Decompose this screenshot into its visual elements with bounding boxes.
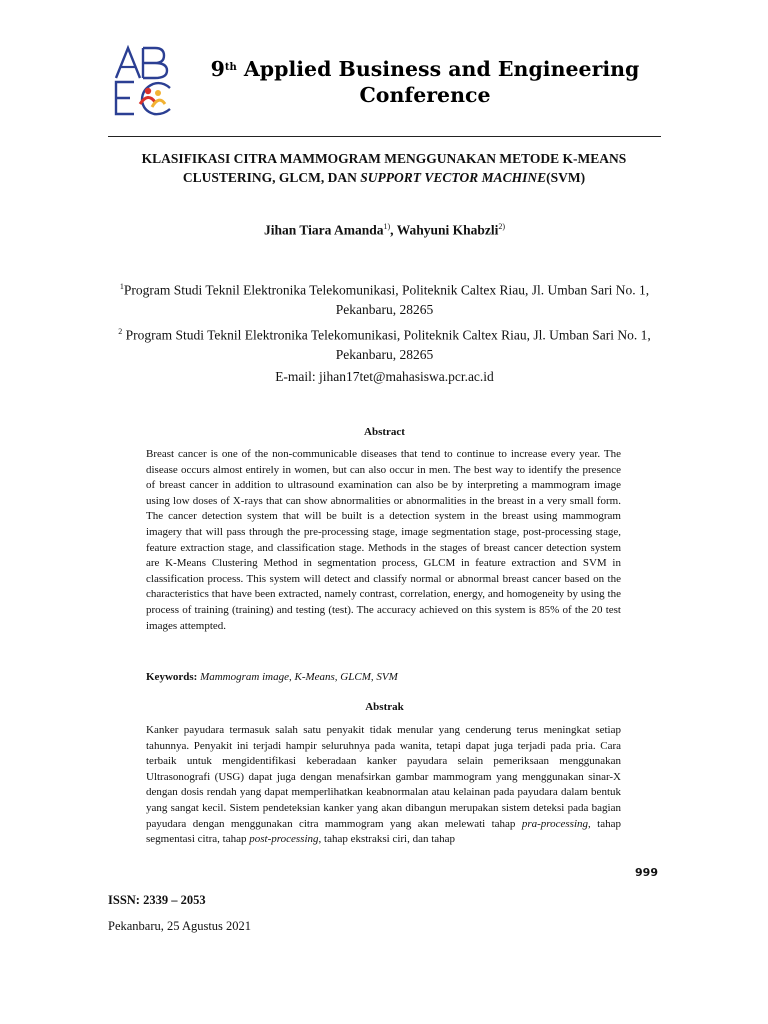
contact-email: E-mail: jihan17tet@mahasiswa.pcr.ac.id — [275, 369, 494, 384]
abstrak-text-1: Kanker payudara termasuk salah satu penyakit tidak menular yang cenderung terus meningkat setiap tahunnya. Penyakit ini terjadi hampir seluruhnya pada wanita, tetapi dapat juga terjadi pada pria. Cara terbaik untuk mengidentifikasi keberadaan kanker payudara selain pemeriksaan menggunakan Ultrasonografi (USG) dapat juga dengan menafsirkan gambar mammogram yang menggunakan sinar-X dengan dosis rendah yang dapat memperlihatkan keabnormalan atau kelainan pada payudara dalam bentuk yang sangat kecil. Sistem pendeteksian kanker yang akan dibangun merupakan sistem deteksi pada bagian payudara dengan menggunakan citra mammogram yang akan melewati tahap — [146, 724, 621, 830]
author-name-2: Wahyuni Khabzli — [396, 222, 499, 238]
conference-name-line1: Applied Business and Engineering — [243, 57, 640, 81]
keywords-label: Keywords: — [146, 671, 198, 683]
abstrak-heading: Abstrak — [365, 701, 404, 713]
conference-title-line1 — [200, 55, 650, 82]
author-name-1: Jihan Tiara Amanda — [263, 222, 384, 238]
page-number: 999 — [635, 866, 658, 879]
affiliation-2 — [112, 322, 657, 364]
header-divider — [108, 136, 661, 137]
conference-ordinal-suffix: th — [224, 62, 237, 73]
author-separator: , — [390, 222, 397, 238]
author-mark-2: 2) — [498, 222, 506, 231]
abstrak-italic-1: pra-processing — [521, 817, 589, 830]
conference-title — [200, 55, 650, 108]
abstract-body: Breast cancer is one of the non-communicable diseases that tend to continue to increase every year. The disease occurs almost entirely in women, but can also occur in men. The best way to identify the presence of breast cancer in addition to ultrasound examination can also be by interpreting a mammogram image using low doses of X-rays that can show abnormalities or abnormalities in the breast in a very small form. The cancer detection system that will be built is a detection system in the breast using mammogram imagery that will pass through the pre-processing stage, image segmentation stage, post-processing stage, feature extraction stage, and classification stage. Methods in the stages of breast cancer detection system are K-Means Clustering Method in segmentation process, GLCM in feature extraction and SVM in classification process. This system will detect and classify normal or abnormal breast cancer based on the characteristics that have been extracted, namely contrast, correlation, energy, and homogeneity by using the process of training (training) and testing (test). The accuracy achieved on this system is 85% of the 20 test images attempted. — [146, 448, 621, 632]
author-mark-1: 1) — [383, 222, 391, 231]
abstrak-text-3: , tahap ekstraksi ciri, dan tahap — [318, 833, 456, 846]
abstrak-body — [146, 723, 621, 848]
affiliation-1-text: Program Studi Teknil Elektronika Telekomunikasi, Politeknik Caltex Riau, Jl. Umban Sari No. 1, Pekanbaru, 28265 — [123, 282, 650, 317]
author-list — [108, 222, 661, 239]
paper-title — [120, 149, 648, 187]
abstrak-text-2: , tahap segmentasi citra, tahap — [146, 817, 621, 846]
conference-ordinal: 9 — [210, 57, 225, 81]
issn: ISSN: 2339 – 2053 — [108, 893, 206, 907]
affiliation-2-mark: 2 — [118, 327, 123, 336]
abec-logo-graphic — [110, 44, 174, 116]
affiliation-1-mark: 1 — [119, 282, 124, 291]
conference-name-line2: Conference — [359, 83, 491, 107]
paper-title-suffix: (SVM) — [546, 170, 586, 185]
abstract-heading: Abstract — [364, 426, 405, 438]
abstrak-italic-2: post-processing — [249, 833, 319, 846]
conference-logo — [110, 44, 174, 116]
paper-title-main: KLASIFIKASI CITRA MAMMOGRAM MENGGUNAKAN METODE K-MEANS CLUSTERING, GLCM, DAN — [141, 151, 627, 185]
affiliation-2-text: Program Studi Teknil Elektronika Telekomunikasi, Politeknik Caltex Riau, Jl. Umban Sari No. 1, Pekanbaru, 28265 — [122, 327, 651, 362]
paper-title-italic: SUPPORT VECTOR MACHINE — [360, 170, 547, 185]
affiliation-1 — [112, 277, 657, 319]
place-date: Pekanbaru, 25 Agustus 2021 — [108, 919, 252, 933]
keywords — [146, 671, 621, 683]
keywords-text: Mammogram image, K-Means, GLCM, SVM — [197, 671, 398, 683]
